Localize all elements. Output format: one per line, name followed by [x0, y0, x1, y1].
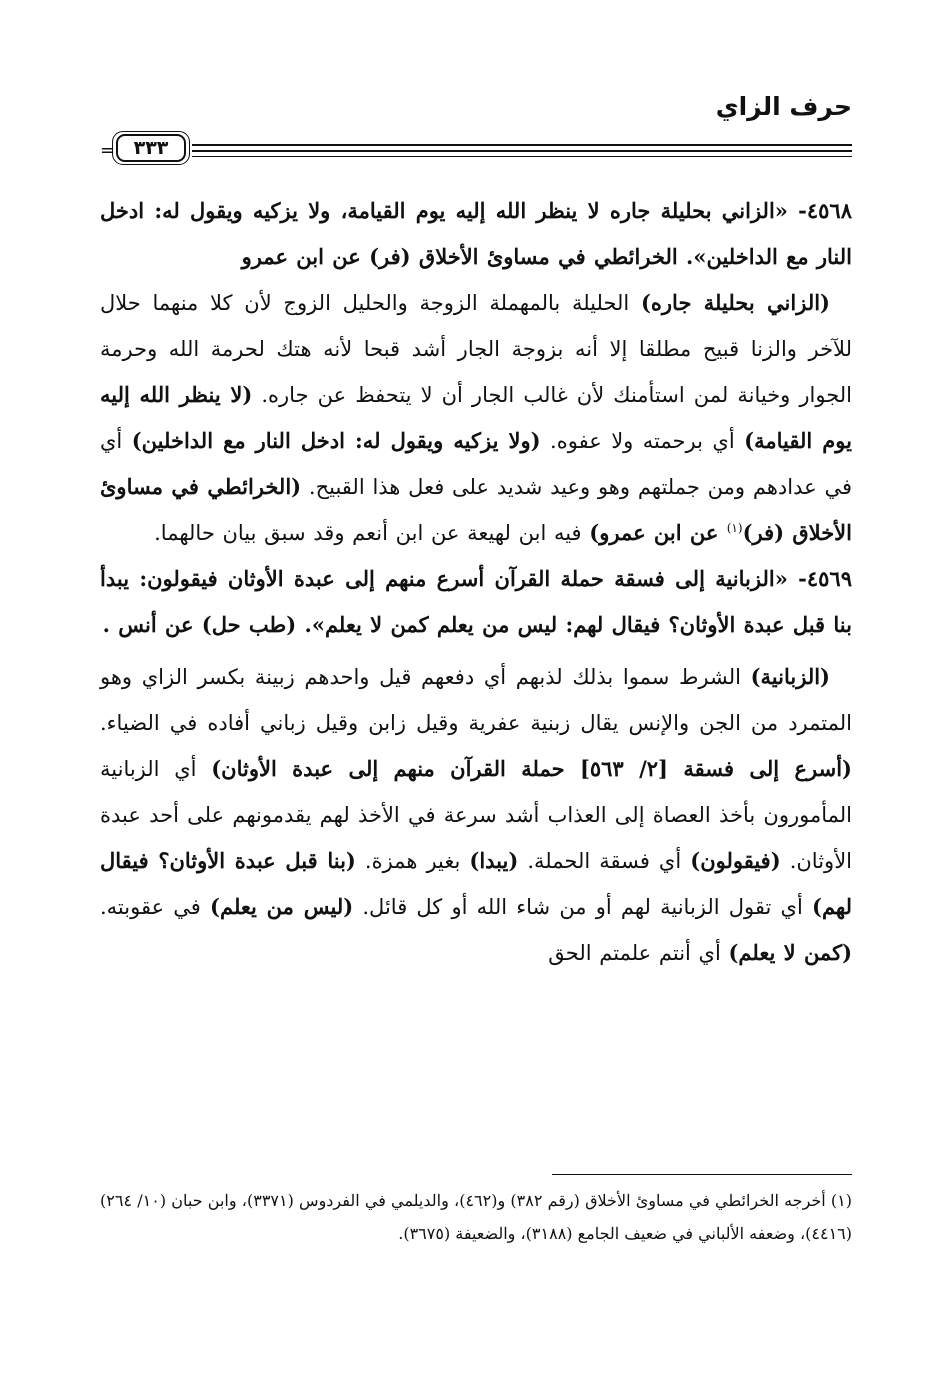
commentary-text: فيه ابن لهيعة عن ابن أنعم وقد سبق بيان حالهما. [154, 521, 590, 545]
quoted-phrase: (فيقولون) [690, 848, 781, 873]
commentary-text: أي في عدادهم ومن جملتهم وهو وعيد شديد على فعل هذا القبيح. [100, 429, 852, 499]
quoted-phrase: (الزاني بحليلة جاره) [640, 290, 830, 315]
quoted-phrase: (أسرع إلى فسقة [٢/ ٥٦٣] حملة القرآن منهم إلى عبدة الأوثان) [211, 756, 852, 781]
quoted-phrase: (ليس من يعلم) [210, 894, 354, 919]
hadith-text-4568: ٤٥٦٨- «الزاني بحليلة جاره لا ينظر الله إليه يوم القيامة، ولا يزكيه ويقول له: ادخل النار مع الداخلين». الخرائطي في مساوئ الأخلاق (فر) عن ابن عمرو [100, 198, 852, 269]
quoted-phrase: عن ابن عمرو) [589, 520, 727, 545]
quoted-phrase: (لا ينظر الله إليه يوم القيامة) [100, 382, 852, 453]
footnote-separator [552, 1174, 852, 1175]
quoted-phrase: (الزبانية) [750, 664, 830, 689]
commentary-text: الشرط سموا بذلك لذبهم أي دفعهم قيل واحدهم زبينة بكسر الزاي وهو المتمرد من الجن والإنس يقال زبنية عفرية وقيل زابن وقيل زباني أفاده في الضياء. [100, 665, 852, 735]
footnote-ref: (١) [726, 521, 743, 535]
header-rule [100, 137, 852, 161]
commentary-text: الحليلة بالمهملة الزوجة والحليل الزوج لأن كلا منهما حلال للآخر والزنا قبيح مطلقا إلا أنه بزوجة الجار أشد قبحا لأنه هتك لحرمة الله وحرمة الجوار وخيانة لمن استأمنك لأن غالب الجار أن لا يتحفظ عن جاره. [100, 291, 852, 407]
commentary-4569 [100, 654, 852, 976]
quoted-phrase: (يبدا) [469, 848, 519, 873]
page-number: ٣٣٣ [116, 134, 186, 162]
header-eq-mark: = [100, 140, 116, 161]
hadith-text-4569: ٤٥٦٩- «الزبانية إلى فسقة حملة القرآن أسرع منهم إلى عبدة الأوثان فيقولون: يبدأ بنا قبل عبدة الأوثان؟ فيقال لهم: ليس من يعلم كمن لا يعلم». (طب حل) عن أنس . [100, 566, 852, 637]
footnote-1: (١) أخرجه الخرائطي في مساوئ الأخلاق (رقم ٣٨٢) و(٤٦٢)، والديلمي في الفردوس (٣٣٧١)، وابن حبان (١٠/ ٢٦٤) (٤٤١٦)، وضعفه الألباني في ضعيف الجامع (٣١٨٨)، والضعيفة (٣٦٧٥). [100, 1191, 853, 1243]
commentary-text: أي الزبانية المأمورون بأخذ العصاة إلى العذاب أشد سرعة في الأخذ لهم يقدمونهم على أحد عبدة الأوثان. [100, 757, 852, 873]
commentary-text: أي فسقة الحملة. [518, 849, 691, 873]
quoted-phrase: (الخرائطي في مساوئ الأخلاق (فر) [100, 474, 852, 545]
header-rule-line [192, 156, 852, 157]
main-text [100, 188, 852, 976]
book-page [100, 90, 852, 1370]
commentary-text: بغير همزة. [355, 849, 470, 873]
commentary-text: في عقوبته. [100, 895, 211, 919]
header-rule-line [192, 144, 852, 146]
commentary-4568 [100, 280, 852, 556]
commentary-text: أي أنتم علمتم الحق [548, 941, 729, 965]
commentary-text: أي تقول الزبانية لهم أو من شاء الله أو كل قائل. [353, 895, 813, 919]
quoted-phrase: (ولا يزكيه ويقول له: ادخل النار مع الداخلين) [131, 428, 541, 453]
quoted-phrase: (بنا قبل عبدة الأوثان؟ فيقال لهم) [100, 848, 853, 919]
header-rule-line [192, 150, 852, 152]
quoted-phrase: (كمن لا يعلم) [728, 940, 852, 965]
running-title: حرف الزاي [715, 92, 852, 121]
commentary-text: أي برحمته ولا عفوه. [540, 429, 745, 453]
